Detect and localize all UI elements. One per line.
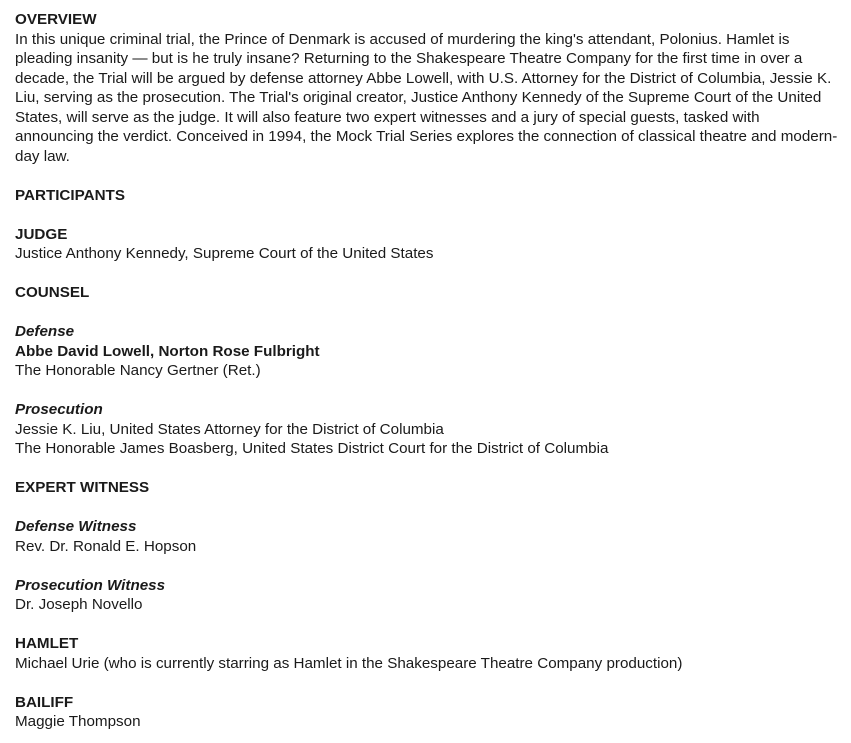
prosecution-counsel-member: The Honorable James Boasberg, United States District Court for the District of Columbia — [15, 440, 609, 457]
expert-witness-section — [15, 478, 839, 615]
judge-heading: JUDGE — [15, 225, 68, 243]
participants-section — [15, 186, 839, 206]
spacer — [15, 673, 839, 693]
overview-heading: OVERVIEW — [15, 11, 97, 28]
bailiff-section — [15, 693, 839, 732]
defense-counsel-member: The Honorable Nancy Gertner (Ret.) — [15, 362, 261, 379]
defense-witness-name: Rev. Dr. Ronald E. Hopson — [15, 537, 197, 555]
spacer — [15, 205, 839, 225]
spacer — [15, 303, 839, 323]
counsel-section — [15, 283, 839, 459]
defense-witness-heading: Defense Witness — [15, 518, 137, 535]
hamlet-actor: Michael Urie (who is currently starring as Hamlet in the Shakespeare Theatre Company production) — [15, 654, 683, 672]
prosecution-witness-heading: Prosecution Witness — [15, 576, 166, 594]
prosecution-witness-name: Dr. Joseph Novello — [15, 596, 143, 613]
overview-section — [15, 10, 839, 166]
spacer — [15, 264, 839, 284]
bailiff-name: Maggie Thompson — [15, 713, 141, 730]
spacer — [15, 556, 839, 576]
spacer — [15, 498, 839, 518]
spacer — [15, 166, 839, 186]
bailiff-heading: BAILIFF — [15, 693, 74, 711]
counsel-heading: COUNSEL — [15, 284, 90, 301]
expert-witness-heading: EXPERT WITNESS — [15, 479, 150, 496]
defense-lead-counsel: Abbe David Lowell, Norton Rose Fulbright — [15, 342, 320, 360]
judge-name: Justice Anthony Kennedy, Supreme Court of the United States — [15, 245, 434, 262]
defense-heading: Defense — [15, 323, 75, 340]
hamlet-heading: HAMLET — [15, 635, 79, 652]
participants-heading: PARTICIPANTS — [15, 186, 125, 204]
spacer — [15, 459, 839, 479]
prosecution-heading: Prosecution — [15, 401, 103, 418]
spacer — [15, 615, 839, 635]
judge-section — [15, 225, 839, 264]
hamlet-section — [15, 634, 839, 673]
prosecution-counsel-member: Jessie K. Liu, United States Attorney for the District of Columbia — [15, 420, 444, 438]
spacer — [15, 381, 839, 401]
overview-text: In this unique criminal trial, the Prince of Denmark is accused of murdering the king's attendant, Polonius. Hamlet is pleading insanity — but is he truly insane? Returning to the Shakespeare Theatre Company for the first time in over a decade, the Trial will be argued by defense attorney Abbe Lowell, with U.S. Attorney for the District of Columbia, Jessie K. Liu, serving as the prosecution. The Trial's original creator, Justice Anthony Kennedy of the Supreme Court of the United States, will serve as the judge. It will also feature two expert witnesses and a jury of special guests, tasked with announcing the verdict. Conceived in 1994, the Mock Trial Series explores the connection of classical theatre and modern-day law. — [15, 30, 838, 165]
